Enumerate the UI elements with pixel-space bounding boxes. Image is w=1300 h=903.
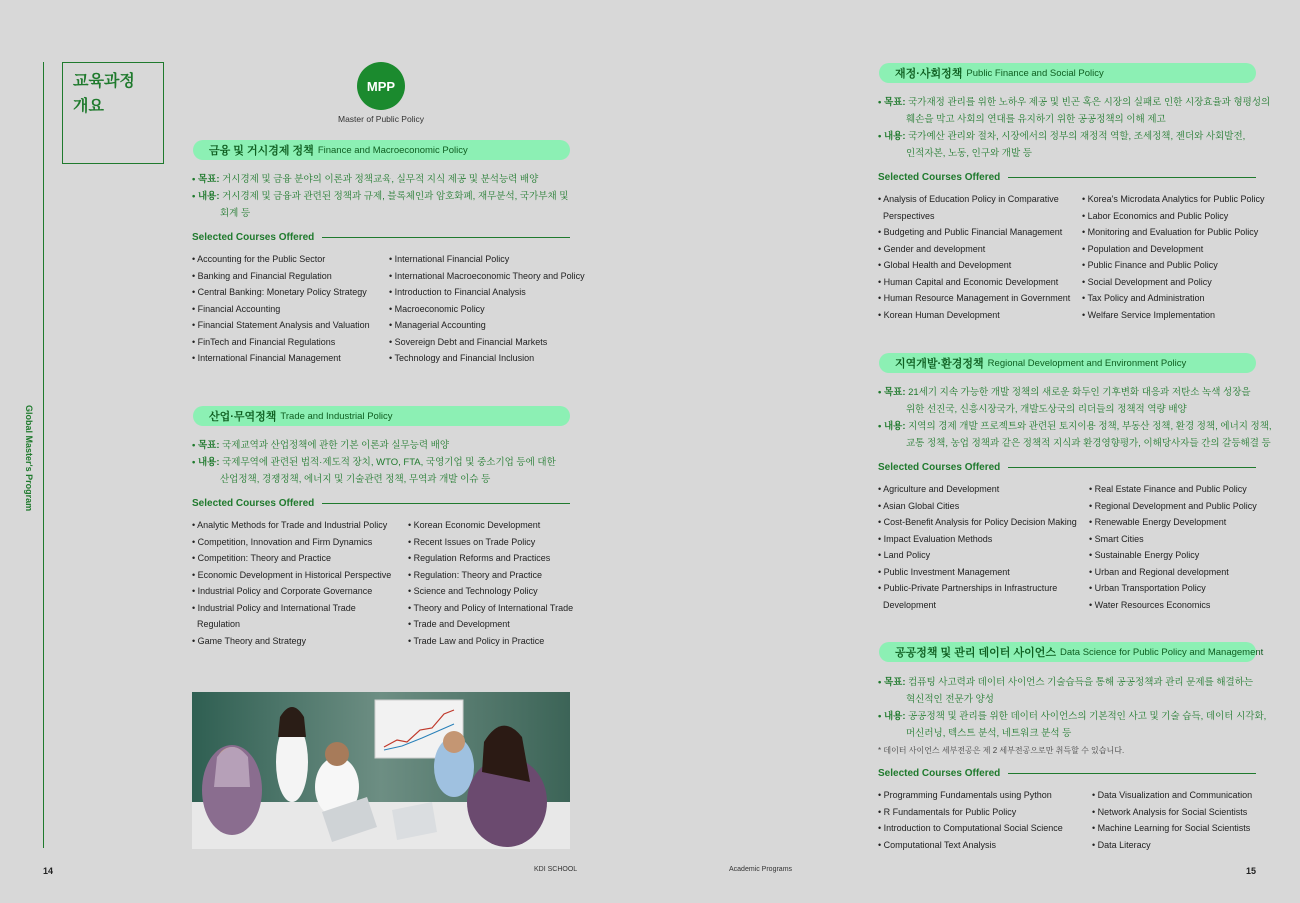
data-science-courses-right bbox=[1092, 787, 1252, 853]
course-item: • Global Health and Development bbox=[878, 257, 1070, 274]
course-item: • Competition: Theory and Practice bbox=[192, 550, 391, 567]
course-item: • Social Development and Policy bbox=[1082, 274, 1264, 291]
course-item: • Public Investment Management bbox=[878, 564, 1077, 581]
data-science-content bbox=[878, 708, 1266, 742]
course-item: • Financial Accounting bbox=[192, 301, 370, 318]
selected-courses-heading bbox=[192, 498, 570, 509]
overview-title-line-2: 개요 bbox=[73, 98, 104, 115]
course-item: • Urban and Regional development bbox=[1089, 564, 1257, 581]
course-item: • Analysis of Education Policy in Comparative bbox=[878, 191, 1070, 208]
course-item: • Theory and Policy of International Trade bbox=[408, 600, 573, 617]
course-item: • Human Resource Management in Government bbox=[878, 290, 1070, 307]
course-item: • Science and Technology Policy bbox=[408, 583, 573, 600]
course-item: • Renewable Energy Development bbox=[1089, 514, 1257, 531]
course-item: • Asian Global Cities bbox=[878, 498, 1077, 515]
side-label: Global Master's Program bbox=[24, 405, 34, 512]
course-item: • R Fundamentals for Public Policy bbox=[878, 804, 1063, 821]
course-item: • Data Visualization and Communication bbox=[1092, 787, 1252, 804]
course-item: • Urban Transportation Policy bbox=[1089, 580, 1257, 597]
heading-rule bbox=[322, 237, 570, 238]
course-item: • International Macroeconomic Theory and Policy bbox=[389, 268, 585, 285]
section-title-ko: 재정·사회정책 bbox=[895, 68, 963, 80]
heading-rule bbox=[1008, 773, 1256, 774]
heading-rule bbox=[322, 503, 570, 504]
footer-right: Academic Programs bbox=[729, 866, 793, 873]
course-item: • Economic Development in Historical Perspective bbox=[192, 567, 391, 584]
content-line-2: 산업정책, 경쟁정책, 에너지 및 기술관련 정책, 무역과 개발 이슈 등 bbox=[220, 474, 491, 485]
course-item: • Programming Fundamentals using Python bbox=[878, 787, 1063, 804]
course-item: • Trade and Development bbox=[408, 616, 573, 633]
course-item: • Competition, Innovation and Firm Dynamics bbox=[192, 534, 391, 551]
regional-goal bbox=[878, 384, 1251, 418]
heading-rule bbox=[1008, 467, 1256, 468]
selected-courses-label: Selected Courses Offered bbox=[192, 232, 315, 243]
section-header-regional bbox=[879, 353, 1256, 373]
footer-left: KDI SCHOOL bbox=[534, 866, 578, 873]
regional-courses-left bbox=[878, 481, 1077, 613]
content-line-2: 머신러닝, 텍스트 분석, 네트워크 분석 등 bbox=[906, 728, 1072, 739]
goal-line-1: 국가재정 관리를 위한 노하우 제공 및 빈곤 혹은 시장의 실패로 인한 시장효율과 형평성의 bbox=[908, 97, 1271, 108]
course-item: • Impact Evaluation Methods bbox=[878, 531, 1077, 548]
course-item: • Korean Economic Development bbox=[408, 517, 573, 534]
goal-label: • 목표: bbox=[878, 387, 906, 398]
section-header-data-science bbox=[879, 642, 1264, 662]
content-line-1: 국제무역에 관련된 법적·제도적 장치, WTO, FTA, 국영기업 및 중소기업 등에 대한 bbox=[222, 457, 556, 468]
goal-line-1: 21세기 지속 가능한 개발 정책의 새로운 화두인 기후변화 대응과 저탄소 녹색 성장을 bbox=[908, 387, 1251, 398]
course-item: • Trade Law and Policy in Practice bbox=[408, 633, 573, 650]
course-item: • Machine Learning for Social Scientists bbox=[1092, 820, 1252, 837]
section-title-en: Finance and Macroeconomic Policy bbox=[317, 144, 468, 156]
section-title-ko: 산업·무역정책 bbox=[209, 411, 277, 423]
page-number-left: 14 bbox=[43, 866, 54, 876]
photo-illustration bbox=[192, 692, 570, 849]
regional-courses-right bbox=[1089, 481, 1257, 613]
course-item-continued: Regulation bbox=[197, 619, 241, 629]
course-item: • Tax Policy and Administration bbox=[1082, 290, 1264, 307]
course-item: • Analytic Methods for Trade and Industrial Policy bbox=[192, 517, 391, 534]
section-title-en: Public Finance and Social Policy bbox=[966, 67, 1104, 79]
goal-label: • 목표: bbox=[192, 174, 220, 185]
heading-rule bbox=[1008, 177, 1256, 178]
section-header-finance bbox=[193, 140, 570, 160]
public-finance-courses-right bbox=[1082, 191, 1264, 323]
course-item: • Financial Statement Analysis and Valuation bbox=[192, 317, 370, 334]
mpp-subtitle: Master of Public Policy bbox=[338, 114, 424, 124]
data-science-note: * 데이터 사이언스 세부전공은 제 2 세부전공으로만 취득할 수 있습니다. bbox=[878, 746, 1125, 755]
section-title-en: Data Science for Public Policy and Management bbox=[1060, 646, 1264, 658]
course-item: • Land Policy bbox=[878, 547, 1077, 564]
selected-courses-heading bbox=[878, 172, 1256, 183]
overview-title bbox=[73, 69, 135, 119]
finance-courses-right bbox=[389, 251, 585, 367]
goal-line-2: 혁신적인 전문가 양성 bbox=[906, 694, 994, 705]
course-item: • FinTech and Financial Regulations bbox=[192, 334, 370, 351]
goal-label: • 목표: bbox=[192, 440, 220, 451]
course-item: • Managerial Accounting bbox=[389, 317, 585, 334]
finance-content bbox=[192, 188, 568, 222]
selected-courses-heading bbox=[878, 462, 1256, 473]
content-label: • 내용: bbox=[878, 711, 906, 722]
content-label: • 내용: bbox=[192, 191, 220, 202]
course-item: • Smart Cities bbox=[1089, 531, 1257, 548]
course-item: • Banking and Financial Regulation bbox=[192, 268, 370, 285]
content-line-2: 회계 등 bbox=[220, 208, 251, 219]
data-science-courses-left bbox=[878, 787, 1063, 853]
course-item: • Regulation Reforms and Practices bbox=[408, 550, 573, 567]
course-item: • Industrial Policy and International Trade bbox=[192, 600, 391, 617]
course-item: • Industrial Policy and Corporate Governance bbox=[192, 583, 391, 600]
public-finance-content bbox=[878, 128, 1245, 162]
finance-goal bbox=[192, 171, 538, 188]
course-item: • Korea's Microdata Analytics for Public Policy bbox=[1082, 191, 1264, 208]
course-item: • Game Theory and Strategy bbox=[192, 633, 391, 650]
course-item: • Sustainable Energy Policy bbox=[1089, 547, 1257, 564]
section-header-trade bbox=[193, 406, 570, 426]
trade-content bbox=[192, 454, 556, 488]
content-line-2: 인적자본, 노동, 인구와 개발 등 bbox=[906, 148, 1032, 159]
content-line-2: 교통 정책, 농업 정책과 같은 정책적 지식과 환경영향평가, 이해당사자들 간의 갈등해결 등 bbox=[906, 438, 1271, 449]
course-item: • Technology and Financial Inclusion bbox=[389, 350, 585, 367]
students-photo bbox=[192, 692, 570, 849]
course-item: • Public Finance and Public Policy bbox=[1082, 257, 1264, 274]
section-title-en: Trade and Industrial Policy bbox=[280, 410, 393, 422]
course-item: • Data Literacy bbox=[1092, 837, 1252, 854]
selected-courses-label: Selected Courses Offered bbox=[192, 498, 315, 509]
content-line-1: 거시경제 및 금융과 관련된 정책과 규제, 블록체인과 암호화폐, 재무분석, 국가부채 및 bbox=[222, 191, 569, 202]
course-item: • Welfare Service Implementation bbox=[1082, 307, 1264, 324]
section-title-ko: 지역개발·환경정책 bbox=[895, 358, 984, 370]
content-label: • 내용: bbox=[192, 457, 220, 468]
page-number-right: 15 bbox=[1246, 866, 1257, 876]
course-item: • Computational Text Analysis bbox=[878, 837, 1063, 854]
section-title-ko: 금융 및 거시경제 정책 bbox=[209, 145, 314, 157]
course-item: • Accounting for the Public Sector bbox=[192, 251, 370, 268]
course-item: • Regulation: Theory and Practice bbox=[408, 567, 573, 584]
section-header-public-finance bbox=[879, 63, 1256, 83]
public-finance-goal bbox=[878, 94, 1270, 128]
selected-courses-heading bbox=[192, 232, 570, 243]
content-line-1: 지역의 경제 개발 프로젝트와 관련된 토지이용 정책, 부동산 정책, 환경 정책, 에너지 정책, bbox=[908, 421, 1272, 432]
course-item: • Introduction to Financial Analysis bbox=[389, 284, 585, 301]
course-item-continued: Development bbox=[883, 599, 937, 610]
course-item-continued: Perspectives bbox=[883, 210, 935, 221]
selected-courses-label: Selected Courses Offered bbox=[878, 462, 1001, 473]
course-item: • Monitoring and Evaluation for Public Policy bbox=[1082, 224, 1264, 241]
goal-line-2: 위한 선진국, 신흥시장국가, 개발도상국의 리더들의 정책적 역량 배양 bbox=[906, 404, 1187, 415]
course-item: • International Financial Policy bbox=[389, 251, 585, 268]
content-label: • 내용: bbox=[878, 421, 906, 432]
trade-courses-right bbox=[408, 517, 573, 649]
course-item: • Central Banking: Monetary Policy Strategy bbox=[192, 284, 370, 301]
course-item: • Macroeconomic Policy bbox=[389, 301, 585, 318]
left-margin-rule bbox=[43, 62, 44, 848]
selected-courses-heading bbox=[878, 768, 1256, 779]
goal-line-1: 컴퓨팅 사고력과 데이터 사이언스 기술습득을 통해 공공정책과 관리 문제를 해결하는 bbox=[908, 677, 1254, 688]
course-item: • Introduction to Computational Social Science bbox=[878, 820, 1063, 837]
course-item: • Population and Development bbox=[1082, 241, 1264, 258]
course-item: • Real Estate Finance and Public Policy bbox=[1089, 481, 1257, 498]
course-item: • Network Analysis for Social Scientists bbox=[1092, 804, 1252, 821]
selected-courses-label: Selected Courses Offered bbox=[878, 768, 1001, 779]
selected-courses-label: Selected Courses Offered bbox=[878, 172, 1001, 183]
goal-text: 거시경제 및 금융 분야의 이론과 정책교육, 실무적 지식 제공 및 분석능력 배양 bbox=[222, 174, 539, 185]
overview-box bbox=[62, 62, 164, 164]
goal-text: 국제교역과 산업정책에 관한 기본 이론과 실무능력 배양 bbox=[222, 440, 450, 451]
trade-goal bbox=[192, 437, 449, 454]
overview-title-line-1: 교육과정 bbox=[73, 73, 135, 90]
section-title-ko: 공공정책 및 관리 데이터 사이언스 bbox=[895, 647, 1056, 659]
course-item: • Labor Economics and Public Policy bbox=[1082, 208, 1264, 225]
goal-label: • 목표: bbox=[878, 97, 906, 108]
course-item: • Agriculture and Development bbox=[878, 481, 1077, 498]
section-title-en: Regional Development and Environment Policy bbox=[987, 357, 1187, 369]
data-science-goal bbox=[878, 674, 1253, 708]
course-item: • Water Resources Economics bbox=[1089, 597, 1257, 614]
goal-label: • 목표: bbox=[878, 677, 906, 688]
trade-courses-left bbox=[192, 517, 391, 649]
course-item: • International Financial Management bbox=[192, 350, 370, 367]
course-item: • Sovereign Debt and Financial Markets bbox=[389, 334, 585, 351]
content-label: • 내용: bbox=[878, 131, 906, 142]
course-item: • Recent Issues on Trade Policy bbox=[408, 534, 573, 551]
course-item: • Human Capital and Economic Development bbox=[878, 274, 1070, 291]
content-line-1: 국가예산 관리와 절차, 시장에서의 정부의 재정적 역할, 조세정책, 젠더와 사회발전, bbox=[908, 131, 1246, 142]
course-item: • Budgeting and Public Financial Management bbox=[878, 224, 1070, 241]
course-item: • Cost-Benefit Analysis for Policy Decision Making bbox=[878, 514, 1077, 531]
finance-courses-left bbox=[192, 251, 370, 367]
public-finance-courses-left bbox=[878, 191, 1070, 323]
goal-line-2: 훼손을 막고 사회의 연대를 유지하기 위한 공공정책의 이해 제고 bbox=[906, 114, 1166, 125]
course-item: • Gender and development bbox=[878, 241, 1070, 258]
regional-content bbox=[878, 418, 1272, 452]
mpp-badge: MPP bbox=[357, 62, 405, 110]
course-item: • Korean Human Development bbox=[878, 307, 1070, 324]
course-item: • Regional Development and Public Policy bbox=[1089, 498, 1257, 515]
course-item: • Public-Private Partnerships in Infrastructure bbox=[878, 580, 1077, 597]
content-line-1: 공공정책 및 관리를 위한 데이터 사이언스의 기본적인 사고 및 기술 습득, 데이터 시각화, bbox=[908, 711, 1267, 722]
